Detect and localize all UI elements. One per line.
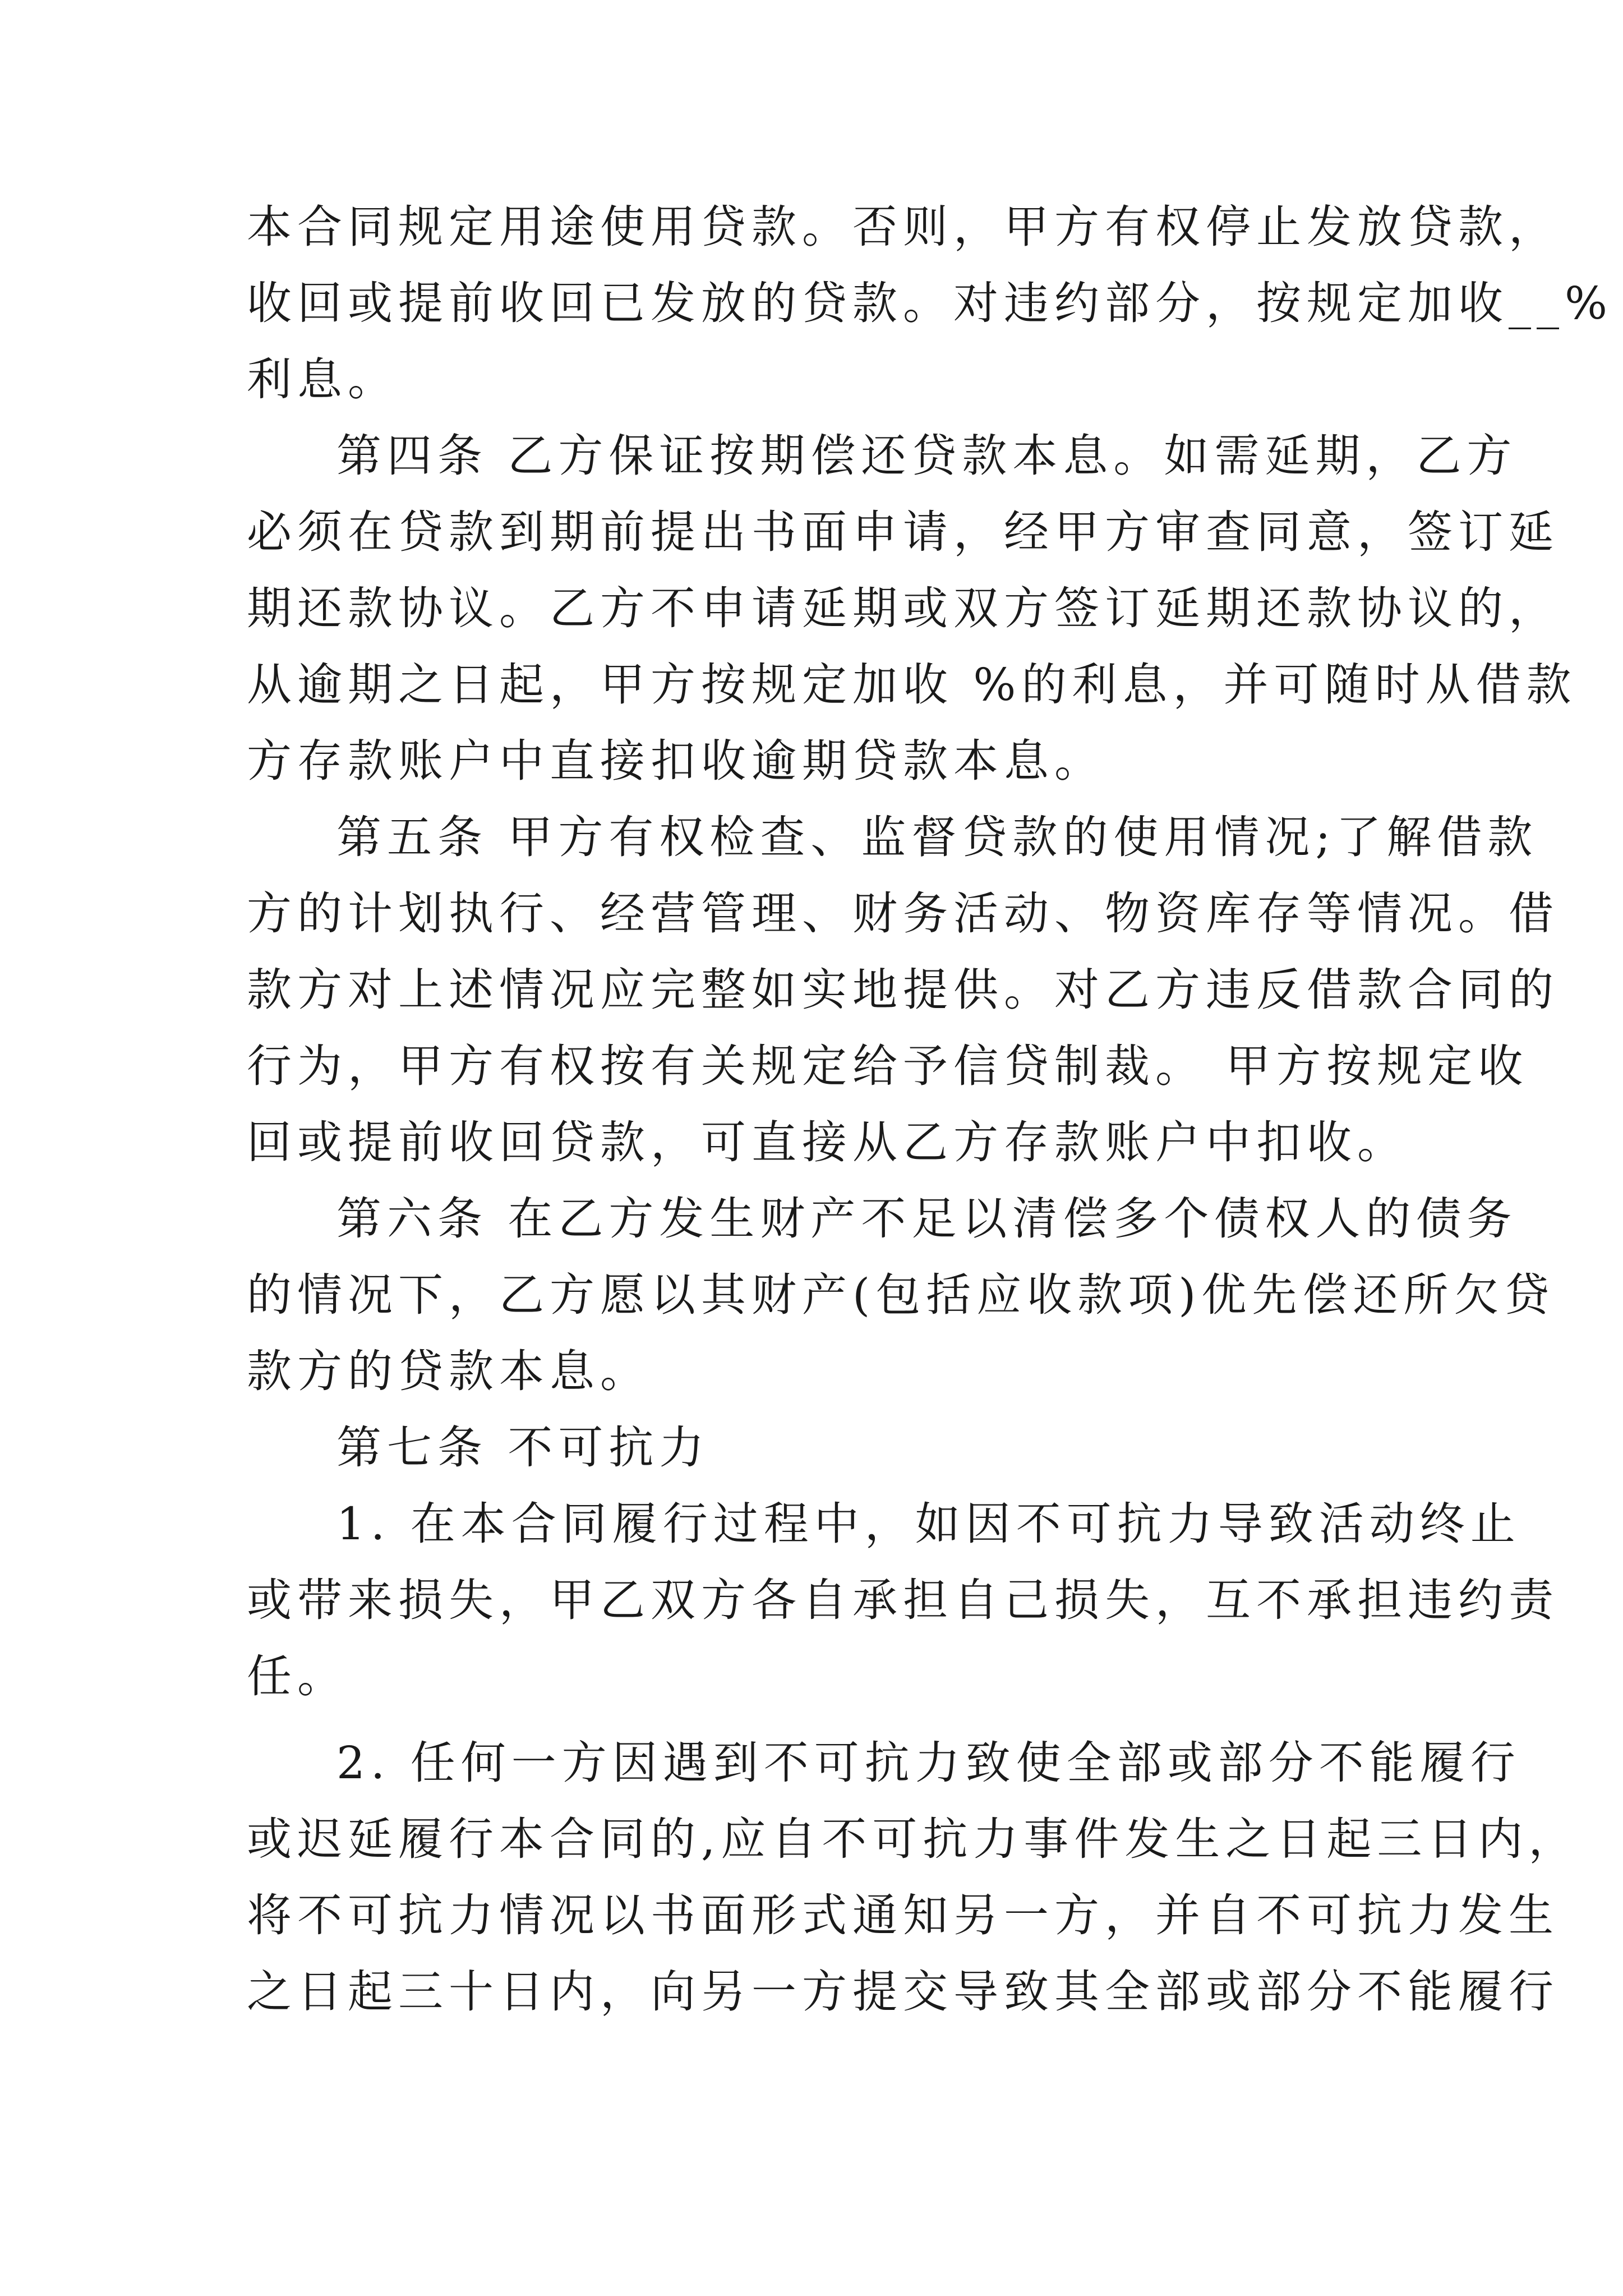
body-text-line: 行为，甲方有权按有关规定给予信贷制裁。 甲方按规定收 [247,1040,1529,1092]
body-text-line: 款方对上述情况应完整如实地提供。对乙方违反借款合同的 [247,964,1559,1016]
article-4-heading-line: 第四条 乙方保证按期偿还贷款本息。如需延期，乙方 [336,430,1518,482]
body-text-line: 任。 [247,1650,348,1703]
body-text-line: 之日起三十日内，向另一方提交导致其全部或部分不能履行 [247,1966,1559,2018]
article-6-heading-line: 第六条 在乙方发生财产不足以清偿多个债权人的债务 [336,1193,1518,1245]
body-text-line: 方存款账户中直接扣收逾期贷款本息。 [247,735,1105,787]
clause-1-line: 1. 在本合同履行过程中，如因不可抗力导致活动终止 [336,1498,1521,1550]
body-text-line: 的情况下，乙方愿以其财产(包括应收款项)优先偿还所欠贷 [247,1269,1555,1321]
body-text-line: 收回或提前收回已发放的贷款。对违约部分，按规定加收__% [247,277,1613,329]
body-text-line: 必须在贷款到期前提出书面申请，经甲方审查同意，签订延 [247,506,1559,558]
body-text-line: 回或提前收回贷款，可直接从乙方存款账户中扣收。 [247,1116,1408,1168]
body-text-line: 或迟延履行本合同的,应自不可抗力事件发生之日起三日内， [247,1813,1579,1865]
body-text-line: 从逾期之日起，甲方按规定加收 %的利息，并可随时从借款 [247,659,1577,711]
body-text-line: 本合同规定用途使用贷款。否则，甲方有权停止发放贷款， [247,201,1559,253]
body-text-line: 或带来损失，甲乙双方各自承担自己损失，互不承担违约责 [247,1574,1559,1626]
article-7-heading-line: 第七条 不可抗力 [336,1421,710,1474]
body-text-line: 将不可抗力情况以书面形式通知另一方，并自不可抗力发生 [247,1889,1559,1941]
body-text-line: 利息。 [247,353,398,406]
body-text-line: 期还款协议。乙方不申请延期或双方签订延期还款协议的， [247,582,1559,634]
clause-2-line: 2. 任何一方因遇到不可抗力致使全部或部分不能履行 [336,1737,1521,1789]
body-text-line: 方的计划执行、经营管理、财务活动、物资库存等情况。借 [247,887,1559,940]
article-5-heading-line: 第五条 甲方有权检查、监督贷款的使用情况;了解借款 [336,811,1538,863]
body-text-line: 款方的贷款本息。 [247,1345,651,1397]
